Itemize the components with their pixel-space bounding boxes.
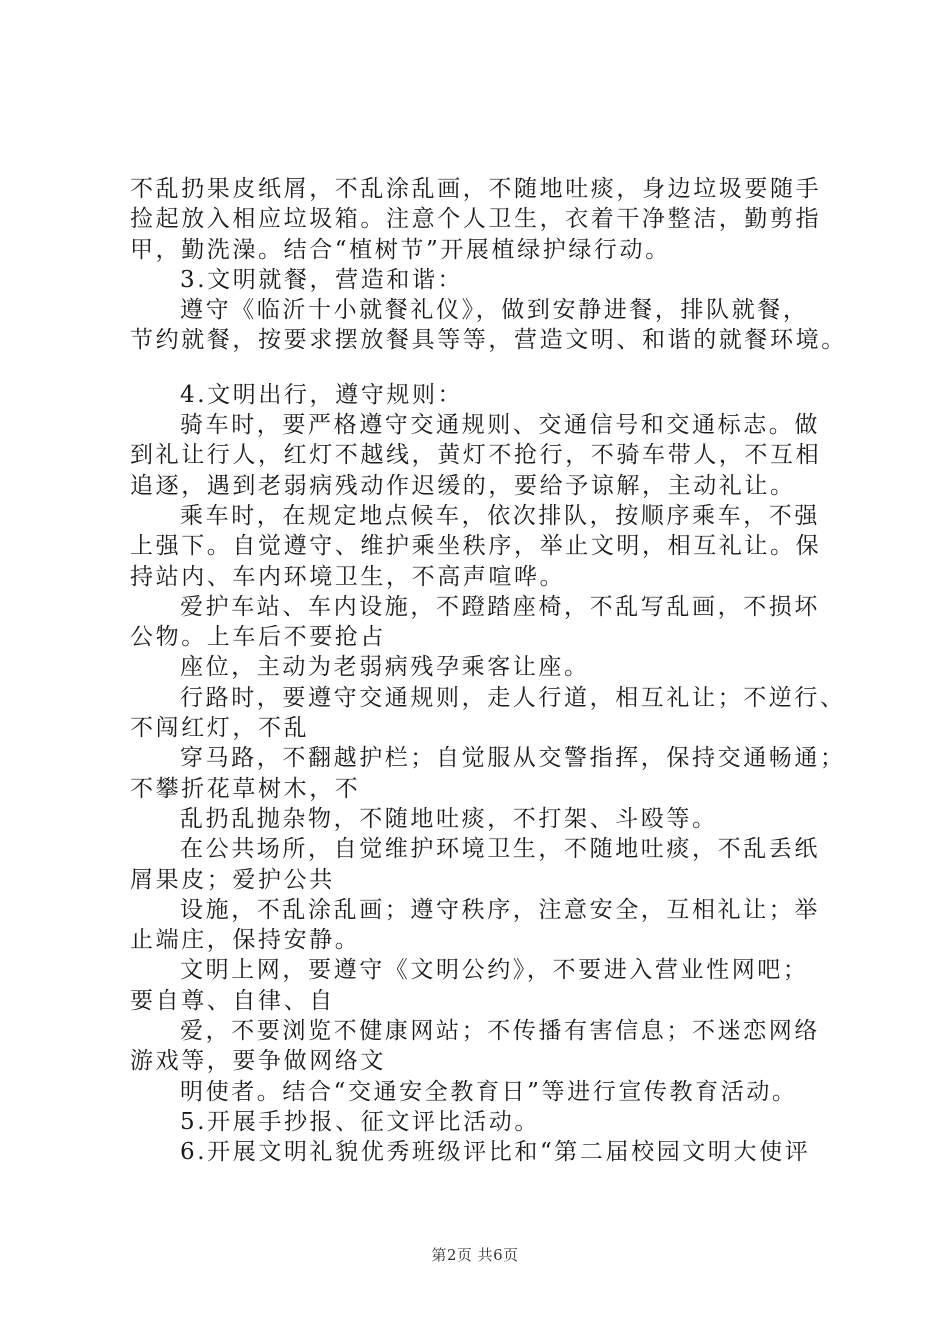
document-body — [130, 174, 847, 1168]
text-line: 文明上网，要遵守《文明公约》，不要进入营业性网吧； — [180, 957, 809, 984]
text-line: 捡起放入相应垃圾箱。注意个人卫生，衣着干净整洁，勤剪指 — [130, 206, 822, 233]
text-line: 乱扔乱抛杂物，不随地吐痰，不打架、斗殴等。 — [180, 805, 718, 832]
text-line: 到礼让行人，红灯不越线，黄灯不抢行，不骑车带人，不互相 — [130, 442, 822, 469]
paragraph — [130, 804, 835, 834]
text-line: 屑果皮；爱护公共 — [130, 866, 335, 893]
text-line: 上强下。自觉遵守、维护乘坐秩序，举止文明，相互礼让。保 — [130, 533, 822, 560]
paragraph — [130, 1016, 835, 1077]
paragraph — [130, 501, 835, 592]
text-line: 座位，主动为老弱病残孕乘客让座。 — [180, 654, 590, 681]
paragraph — [130, 683, 846, 744]
text-line: 3.文明就餐，营造和谐： — [180, 266, 464, 293]
text-line: 止端庄，保持安静。 — [130, 927, 361, 954]
text-line: 持站内、车内环境卫生，不高声喧哗。 — [130, 563, 566, 590]
text-line: 追逐，遇到老弱病残动作迟缓的，要给予谅解，主动礼让。 — [130, 472, 796, 499]
section-heading — [130, 380, 835, 410]
paragraph — [130, 592, 835, 653]
text-line: 5.开展手抄报、征文评比活动。 — [180, 1108, 540, 1135]
text-line: 公物。上车后不要抢占 — [130, 624, 386, 651]
text-line: 设施，不乱涂乱画；遵守秩序，注意安全，互相礼让；举 — [180, 896, 820, 923]
paragraph — [130, 174, 835, 265]
text-line: 明使者。结合“交通安全教育日”等进行宣传教育活动。 — [180, 1078, 798, 1105]
paragraph — [130, 955, 835, 1016]
paragraph-gap — [130, 356, 835, 380]
paragraph — [130, 1077, 835, 1107]
text-line: 爱护车站、车内设施，不蹬踏座椅，不乱写乱画，不损坏 — [180, 593, 820, 620]
paragraph — [130, 295, 847, 356]
text-line: 爱，不要浏览不健康网站；不传播有害信息；不迷恋网络 — [180, 1018, 820, 1045]
text-line: 游戏等，要争做网络文 — [130, 1048, 386, 1075]
text-line: 节约就餐，按要求摆放餐具等等，营造文明、和谐的就餐环境。 — [130, 327, 847, 354]
text-line: 不乱扔果皮纸屑，不乱涂乱画，不随地吐痰，身边垃圾要随手 — [130, 176, 822, 202]
text-line: 穿马路，不翻越护栏；自觉服从交警指挥，保持交通畅通； — [180, 745, 846, 772]
section-heading — [130, 1107, 835, 1137]
text-line: 6.开展文明礼貌优秀班级评比和“第二届校园文明大使评 — [180, 1139, 811, 1166]
text-line: 行路时，要遵守交通规则，走人行道，相互礼让；不逆行、 — [180, 684, 846, 711]
page-footer: 第2页 共6页 — [431, 1246, 519, 1264]
text-line: 在公共场所，自觉维护环境卫生，不随地吐痰，不乱丢纸 — [180, 836, 820, 863]
text-line: 不攀折花草树木，不 — [130, 775, 361, 802]
paragraph — [130, 652, 835, 682]
text-line: 4.文明出行，遵守规则： — [180, 381, 464, 408]
text-line: 遵守《临沂十小就餐礼仪》，做到安静进餐，排队就餐， — [180, 297, 809, 324]
paragraph — [130, 895, 835, 956]
text-line: 骑车时，要严格遵守交通规则、交通信号和交通标志。做 — [180, 412, 820, 439]
paragraph — [130, 834, 835, 895]
text-line: 甲，勤洗澡。结合“植树节”开展植绿护绿行动。 — [130, 236, 671, 263]
paragraph — [130, 410, 835, 501]
paragraph — [130, 743, 846, 804]
text-line: 要自尊、自律、自 — [130, 987, 335, 1014]
section-heading — [130, 1137, 835, 1167]
section-heading — [130, 265, 835, 295]
text-line: 不闯红灯，不乱 — [130, 715, 310, 742]
text-line: 乘车时，在规定地点候车，依次排队，按顺序乘车，不强 — [180, 502, 820, 529]
